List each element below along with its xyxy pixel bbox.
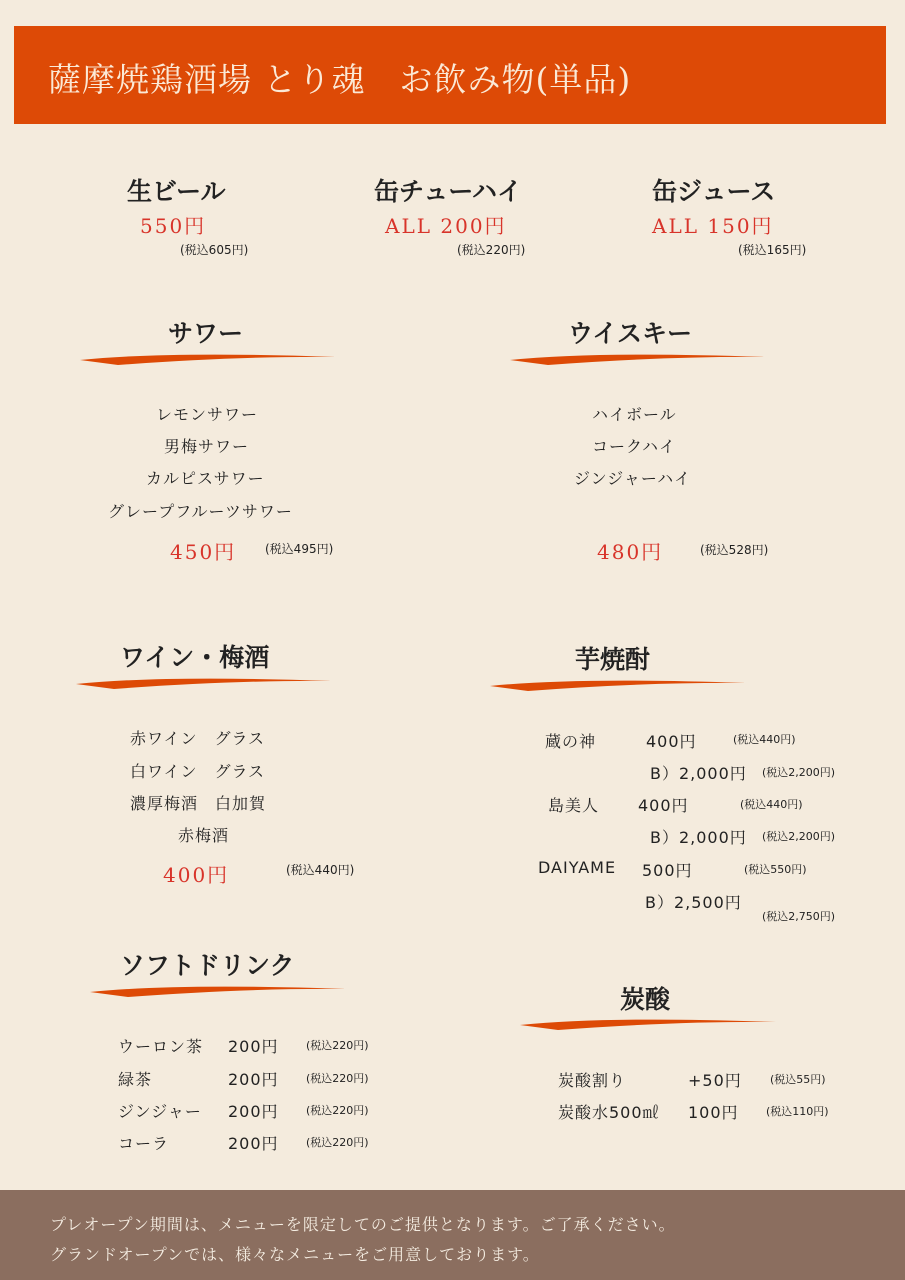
brush-underline (88, 982, 350, 998)
menu-item: カルピスサワー (146, 469, 265, 488)
brush-underline (78, 350, 340, 366)
section-title-whisky: ウイスキー (568, 319, 693, 348)
tansan-price: +50円 (688, 1071, 742, 1090)
top-item-name: 缶チューハイ (374, 177, 523, 206)
brush-underline (508, 350, 770, 366)
menu-item: 男梅サワー (164, 437, 250, 456)
brush-underline (74, 674, 336, 690)
soft-drink-tax: (税込220円) (306, 1104, 369, 1117)
section-tax: (税込528円) (700, 543, 769, 557)
footer-notice: グランドオープンでは、様々なメニューをご用意しております。 (50, 1245, 540, 1264)
shochu-bottle-tax: (税込2,200円) (762, 830, 836, 843)
soft-drink-tax: (税込220円) (306, 1039, 369, 1052)
shochu-name: 島美人 (548, 796, 600, 815)
footer-banner (0, 1190, 905, 1280)
top-item-tax: (税込605円) (180, 243, 249, 257)
menu-item: コークハイ (592, 437, 677, 456)
top-item-name: 生ビール (127, 177, 226, 206)
shochu-price: 400円 (638, 796, 689, 815)
top-item-price: ALL 150円 (652, 214, 774, 238)
menu-item: 赤ワイン グラス (130, 729, 266, 748)
menu-item: ジンジャーハイ (574, 469, 692, 488)
section-price: 400円 (163, 863, 230, 887)
section-title-imo-shochu: 芋焼酎 (575, 645, 651, 674)
shochu-bottle-tax: (税込2,200円) (762, 766, 836, 779)
section-tax: (税込440円) (286, 863, 355, 877)
page-title: 薩摩焼鶏酒場 とり魂 お飲み物(単品) (48, 60, 632, 99)
shochu-bottle-price: B）2,000円 (650, 764, 747, 783)
tansan-tax: (税込55円) (770, 1073, 826, 1086)
top-item-tax: (税込220円) (457, 243, 526, 257)
menu-item: 赤梅酒 (178, 826, 230, 845)
top-item-tax: (税込165円) (738, 243, 807, 257)
top-item-name: 缶ジュース (652, 177, 776, 206)
top-item-price: ALL 200円 (385, 214, 507, 238)
shochu-tax: (税込440円) (733, 733, 796, 746)
soft-drink-price: 200円 (228, 1134, 279, 1153)
shochu-tax: (税込440円) (740, 798, 803, 811)
menu-item: ハイボール (592, 405, 677, 424)
shochu-bottle-price: B）2,000円 (650, 828, 747, 847)
soft-drink-price: 200円 (228, 1102, 279, 1121)
soft-drink-price: 200円 (228, 1037, 279, 1056)
section-title-soft-drink: ソフトドリンク (120, 951, 295, 980)
section-price: 480円 (597, 540, 664, 564)
soft-drink-name: ウーロン茶 (118, 1037, 204, 1056)
shochu-name: 蔵の神 (545, 732, 597, 751)
section-title-tansan: 炭酸 (620, 985, 671, 1014)
shochu-price: 500円 (642, 861, 693, 880)
shochu-bottle-price: B）2,500円 (645, 893, 742, 912)
soft-drink-name: 緑茶 (118, 1070, 153, 1089)
brush-underline (518, 1015, 780, 1031)
menu-item: レモンサワー (156, 405, 259, 424)
shochu-name: DAIYAME (538, 858, 617, 877)
brush-underline (488, 676, 750, 692)
tansan-tax: (税込110円) (766, 1105, 829, 1118)
top-item-price: 550円 (140, 214, 207, 238)
soft-drink-tax: (税込220円) (306, 1136, 369, 1149)
soft-drink-name: コーラ (118, 1134, 170, 1153)
section-price: 450円 (170, 540, 237, 564)
menu-item: 白ワイン グラス (130, 762, 266, 781)
tansan-name: 炭酸水500㎖ (558, 1103, 660, 1122)
soft-drink-name: ジンジャー (118, 1102, 202, 1121)
shochu-bottle-tax: (税込2,750円) (762, 910, 836, 923)
tansan-name: 炭酸割り (558, 1071, 627, 1090)
shochu-tax: (税込550円) (744, 863, 807, 876)
soft-drink-price: 200円 (228, 1070, 279, 1089)
menu-item: グレープフルーツサワー (108, 502, 293, 521)
section-tax: (税込495円) (265, 542, 334, 556)
soft-drink-tax: (税込220円) (306, 1072, 369, 1085)
shochu-price: 400円 (646, 732, 697, 751)
section-title-wine: ワイン・梅酒 (120, 643, 270, 672)
menu-item: 濃厚梅酒 白加賀 (130, 794, 267, 813)
footer-notice: プレオープン期間は、メニューを限定してのご提供となります。ご了承ください。 (50, 1215, 676, 1234)
tansan-price: 100円 (688, 1103, 739, 1122)
section-title-sour: サワー (168, 319, 244, 348)
